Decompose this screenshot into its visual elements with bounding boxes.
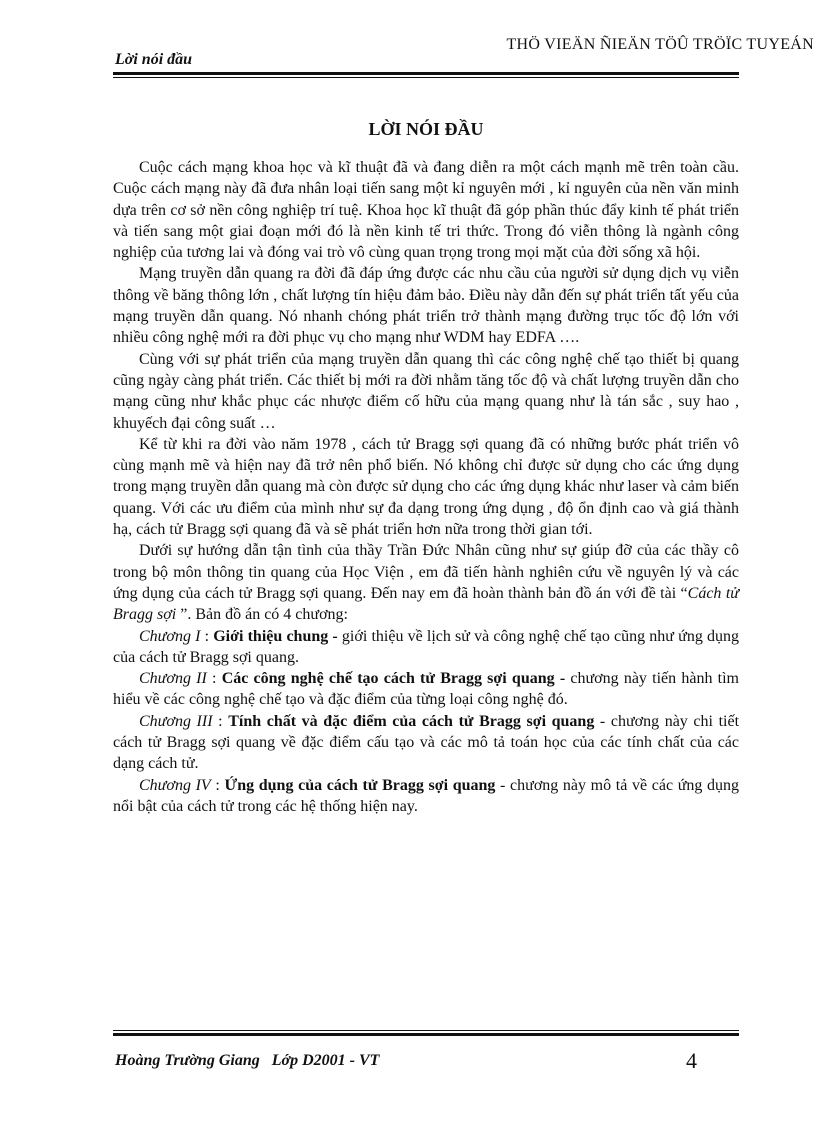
paragraph: Cuộc cách mạng khoa học và kĩ thuật đã và đang diễn ra một cách mạnh mẽ trên toàn cầu. Cuộc cách mạng này đã đưa nhân loại tiến sang một kỉ nguyên mới , kỉ nguyên của nền văn minh dựa trên cơ sở nền công nghiệp trí tuệ. Khoa học kĩ thuật đã góp phần thúc đẩy kinh tế phát triển và tiến sang một giai đoạn mới đó là nền kinh tế tri thức. Trong đó viễn thông là ngành công nghiệp của tương lai và đóng vai trò vô cùng quan trọng trong mọi mặt của đời sống xã hội.: [113, 159, 739, 262]
intro-text-end: ”. Bản đồ án có 4 chương:: [176, 606, 348, 624]
paragraph: Cùng với sự phát triển của mạng truyền dẫn quang thì các công nghệ chế tạo thiết bị quang cũng ngày càng phát triển. Các thiết bị mới ra đời nhằm tăng tốc độ và chất lượng truyền dẫn cho mạng cũng như khắc phục các nhược điểm cố hữu của mạng quang như là tán sắc , suy hao , khuyếch đại công suất …: [113, 350, 739, 432]
chapter-item: Chương II : Các công nghệ chế tạo cách tử Bragg sợi quang - chương này tiến hành tìm hiểu về các công nghệ chế tạo và đặc điểm của từng loại công nghệ đó.: [113, 670, 740, 709]
paragraph: Kể từ khi ra đời vào năm 1978 , cách tử Bragg sợi quang đã có những bước phát triển vô cùng mạnh mẽ và hiện nay đã trở nên phổ biến. Nó không chỉ được sử dụng cho các ứng dụng trong mạng truyền dẫn quang mà còn được sử dụng cho các ứng dụng khác như laser và cảm biến quang. Với các ưu điểm của mình như sự đa dạng trong ứng dụng , độ ổn định cao và giá thành hạ, cách tử Bragg sợi quang đã và sẽ phát triển hơn nữa trong thời gian tới.: [113, 435, 739, 539]
chapter-title: Ứng dụng của cách tử Bragg sợi quang: [224, 776, 496, 794]
chapter-label: Chương I: [139, 627, 201, 645]
chapter-label: Chương II: [139, 670, 207, 688]
paragraph: Mạng truyền dẫn quang ra đời đã đáp ứng được các nhu cầu của người sử dụng dịch vụ viễn thông về băng thông lớn , chất lượng tín hiệu đảm bảo. Điều này dẫn đến sự phát triển tất yếu của mạng truyền dẫn quang. Nó nhanh chóng phát triển trở thành mạng đường trục tốc độ lớn với nhiều công nghệ mới ra đời phục vụ cho mạng như WDM hay EDFA ….: [113, 265, 739, 347]
chapter-title: Các công nghệ chế tạo cách tử Bragg sợi quang -: [221, 670, 566, 688]
intro-paragraph: [113, 540, 739, 625]
header-rule-thick: [113, 72, 739, 75]
chapter-title: Tính chất và đặc điểm của cách tử Bragg sợi quang: [228, 712, 595, 730]
chapter-item: Chương III : Tính chất và đặc điểm của cách tử Bragg sợi quang - chương này chi tiết cách tử Bragg sợi quang về đặc điểm cấu tạo và các mô tả toán học của các tính chất của các dạng cách tử.: [113, 712, 740, 773]
chapter-label: Chương III: [139, 712, 213, 730]
chapter-description: giới thiệu về lịch sử và công nghệ chế tạo cũng như ứng dụng của cách tử Bragg sợi quang.: [113, 627, 739, 666]
chapter-title: Giới thiệu chung -: [213, 627, 338, 645]
page-number: 4: [686, 1048, 697, 1073]
thesis-topic: Cách tử Bragg sợi: [113, 584, 739, 624]
intro-text: Dưới sự hướng dẫn tận tình của thầy Trần Đức Nhân cũng như sự giúp đỡ của các thầy cô trong bộ môn thông tin quang của Học Viện , em đã tiến hành nghiên cứu về nguyên lý và các ứng dụng của cách tử Bragg sợi quang. Đến nay em đã hoàn thành bản đồ án với đề tài “: [113, 542, 739, 602]
document-body: [113, 157, 739, 817]
footer-author: Hoàng Trường Giang Lớp D2001 - VT: [115, 1052, 380, 1069]
footer-rule-thick: [113, 1033, 739, 1036]
chapter-label: Chương IV: [139, 776, 211, 794]
chapter-description: chương này tiến hành tìm hiểu về các công nghệ chế tạo và đặc điểm của từng loại công nghệ đó.: [113, 670, 740, 709]
footer-rule-thin: [113, 1030, 739, 1031]
chapter-description: - chương này chi tiết cách tử Bragg sợi quang về đặc điểm cấu tạo và các mô tả toán học của các tính chất của các dạng cách tử.: [113, 712, 740, 773]
watermark-text: THÖ VIEÄN ÑIEÄN TÖÛ TRÖÏC TUYEÁN: [506, 36, 814, 53]
page-title: LỜI NÓI ĐẦU: [368, 119, 484, 139]
chapter-description: - chương này mô tả về các ứng dụng nổi bật của cách tử trong các hệ thống hiện nay.: [113, 776, 740, 815]
header-rule-thin: [113, 77, 739, 78]
chapter-item: Chương I : Giới thiệu chung - giới thiệu về lịch sử và công nghệ chế tạo cũng như ứng dụng của cách tử Bragg sợi quang.: [113, 627, 739, 666]
chapter-item: Chương IV : Ứng dụng của cách tử Bragg sợi quang - chương này mô tả về các ứng dụng nổi bật của cách tử trong các hệ thống hiện nay.: [113, 776, 740, 815]
running-header: Lời nói đầu: [115, 51, 193, 68]
